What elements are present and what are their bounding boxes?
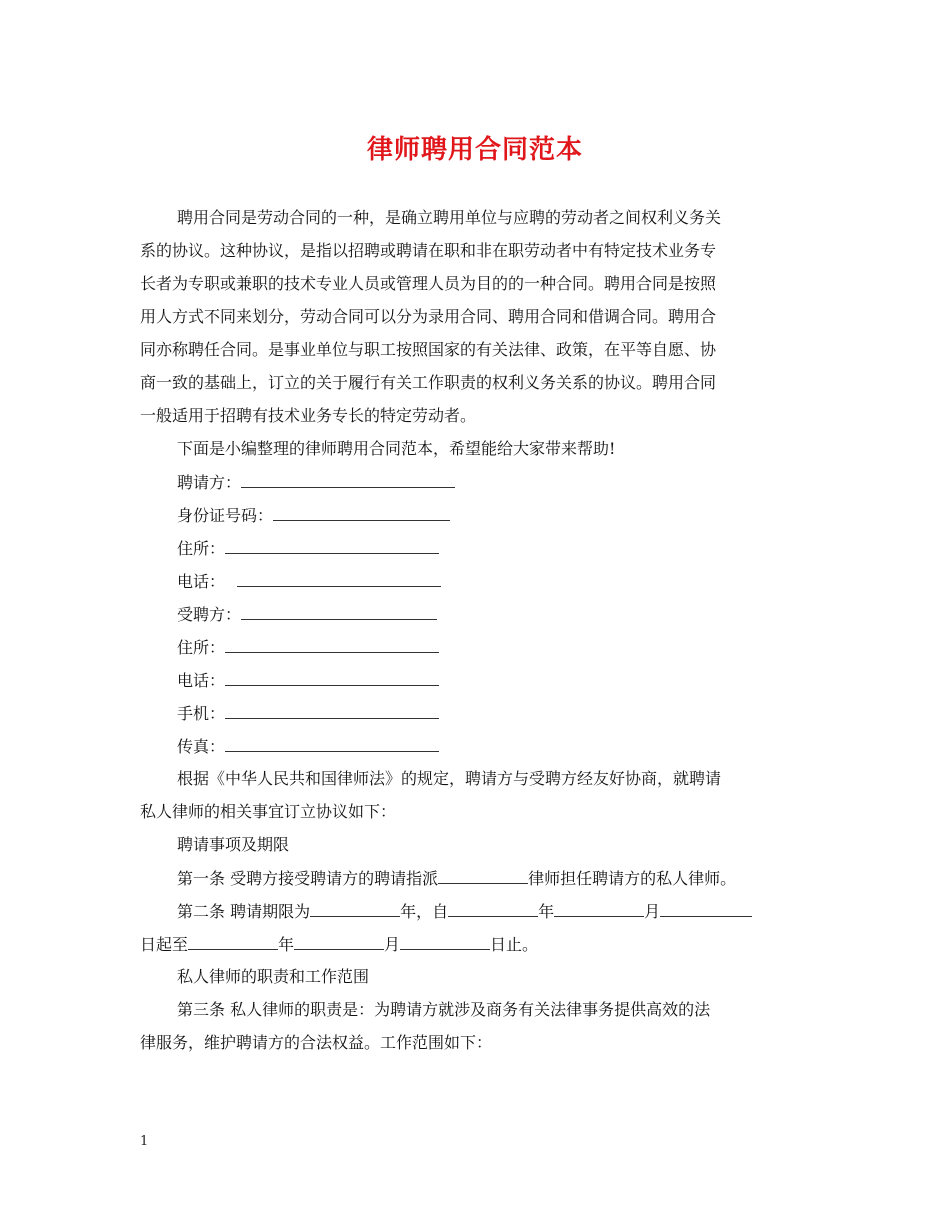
article-2-start-day-blank[interactable] xyxy=(660,899,752,917)
page-number: 1 xyxy=(140,1134,149,1149)
article-2-prefix: 第二条 聘请期限为 xyxy=(177,902,311,921)
intro-line-2: 系的协议。这种协议，是指以招聘或聘请在职和非在职劳动者中有特定技术业务专 xyxy=(140,241,717,260)
article-2-end-day-blank[interactable] xyxy=(400,932,490,950)
field-employee-label: 受聘方： xyxy=(177,605,242,624)
field-fax xyxy=(177,734,439,759)
field-id-number-label: 身份证号码： xyxy=(177,506,274,525)
article-2-term-blank[interactable] xyxy=(310,899,400,917)
section-heading-duties: 私人律师的职责和工作范围 xyxy=(177,967,370,986)
field-employee-phone xyxy=(177,668,439,693)
field-mobile xyxy=(177,701,439,726)
article-1-lawyer-blank[interactable] xyxy=(438,866,528,884)
intro-line-1: 聘用合同是劳动合同的一种，是确立聘用单位与应聘的劳动者之间权利义务关 xyxy=(177,208,722,227)
field-mobile-label: 手机： xyxy=(177,704,226,723)
lead-in-line: 下面是小编整理的律师聘用合同范本，希望能给大家带来帮助! xyxy=(177,439,616,458)
intro-line-3: 长者为专职或兼职的技术专业人员或管理人员为目的的一种合同。聘用合同是按照 xyxy=(140,274,717,293)
field-employee-blank[interactable] xyxy=(241,602,437,620)
field-mobile-blank[interactable] xyxy=(225,701,439,719)
field-employer-phone xyxy=(177,569,441,594)
field-employee-address xyxy=(177,635,439,660)
intro-line-5: 同亦称聘任合同。是事业单位与职工按照国家的有关法律、政策，在平等自愿、协 xyxy=(140,340,717,359)
document-title: 律师聘用合同范本 xyxy=(366,135,583,165)
article-2-end-year-blank[interactable] xyxy=(188,932,278,950)
intro-line-6: 商一致的基础上，订立的关于履行有关工作职责的权利义务关系的协议。聘用合同 xyxy=(140,373,717,392)
article-1 xyxy=(177,866,736,891)
field-fax-blank[interactable] xyxy=(225,734,439,752)
article-3-line-1: 第三条 私人律师的职责是：为聘请方就涉及商务有关法律事务提供高效的法 xyxy=(177,1000,711,1019)
field-employer-phone-blank[interactable] xyxy=(237,569,441,587)
article-2-end-year-label: 年 xyxy=(278,935,295,954)
basis-line-2: 私人律师的相关事宜订立协议如下： xyxy=(140,802,397,821)
field-employer-phone-label: 电话： xyxy=(177,572,226,591)
field-employer-address-blank[interactable] xyxy=(225,536,439,554)
field-employer-address xyxy=(177,536,439,561)
field-fax-label: 传真： xyxy=(177,737,226,756)
field-employee-address-label: 住所： xyxy=(177,638,226,657)
article-2-end-month-blank[interactable] xyxy=(294,932,384,950)
field-employer xyxy=(177,470,455,495)
intro-line-4: 用人方式不同来划分，劳动合同可以分为录用合同、聘用合同和借调合同。聘用合 xyxy=(140,307,717,326)
article-2-end-month-label: 月 xyxy=(384,935,401,954)
intro-line-7: 一般适用于招聘有技术业务专长的特定劳动者。 xyxy=(140,406,477,425)
field-employee-phone-label: 电话： xyxy=(177,671,226,690)
article-2-year-from: 年，自 xyxy=(400,902,449,921)
article-1-suffix: 律师担任聘请方的私人律师。 xyxy=(528,869,737,888)
article-3-line-2: 律服务，维护聘请方的合法权益。工作范围如下： xyxy=(140,1033,493,1052)
article-2-month-label: 月 xyxy=(644,902,661,921)
article-2-year-label: 年 xyxy=(538,902,555,921)
article-2-start-year-blank[interactable] xyxy=(448,899,538,917)
field-employer-blank[interactable] xyxy=(241,470,455,488)
field-employee-phone-blank[interactable] xyxy=(225,668,439,686)
field-employee xyxy=(177,602,437,627)
field-employer-label: 聘请方： xyxy=(177,473,242,492)
field-employer-address-label: 住所： xyxy=(177,539,226,558)
article-2-line-1 xyxy=(177,899,752,924)
basis-line-1: 根据《中华人民共和国律师法》的规定，聘请方与受聘方经友好协商，就聘请 xyxy=(177,769,722,788)
article-2-line-2 xyxy=(140,932,538,957)
field-employee-address-blank[interactable] xyxy=(225,635,439,653)
section-heading-appointment: 聘请事项及期限 xyxy=(177,835,290,854)
article-1-prefix: 第一条 受聘方接受聘请方的聘请指派 xyxy=(177,869,439,888)
article-2-start-month-blank[interactable] xyxy=(554,899,644,917)
article-2-end: 日止。 xyxy=(490,935,539,954)
field-id-number-blank[interactable] xyxy=(273,503,450,521)
field-id-number xyxy=(177,503,450,528)
article-2-day-start: 日起至 xyxy=(140,935,189,954)
